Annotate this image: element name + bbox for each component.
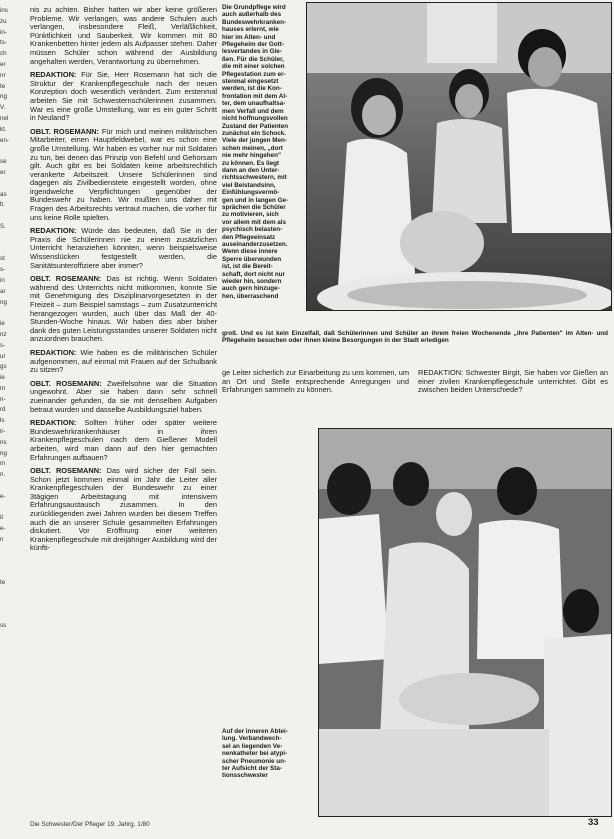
caption-line: lung. Verbandwech- bbox=[222, 735, 282, 743]
edge-fragment: st bbox=[0, 255, 5, 263]
edge-fragment bbox=[0, 179, 22, 190]
edge-fragment: ss bbox=[0, 622, 7, 630]
interview-paragraph bbox=[30, 275, 217, 344]
edge-fragment: rd bbox=[0, 406, 6, 414]
edge-fragment: te bbox=[0, 579, 6, 587]
edge-fragment: n. bbox=[0, 471, 6, 479]
edge-fragment bbox=[0, 589, 22, 600]
edge-fragment: ch bbox=[0, 50, 7, 58]
speaker-label: REDAKTION: bbox=[30, 347, 77, 357]
caption-line: hen, überraschend bbox=[222, 292, 279, 300]
caption-line: Bundeswehrkranken- bbox=[222, 18, 287, 26]
caption-line: Zustand der Patienten bbox=[222, 122, 289, 130]
edge-fragment: S. bbox=[0, 222, 6, 230]
edge-fragment bbox=[0, 546, 22, 557]
caption-line: hier im Alten- und bbox=[222, 33, 276, 41]
edge-fragment: as bbox=[0, 190, 7, 198]
ward-photo bbox=[318, 428, 612, 817]
caption-line: wieder hin, sondern bbox=[222, 278, 282, 286]
interview-column-middle: ge Leiter sicherlich zur Einarbeitung zu uns kommen, um an Ort und Stelle entsprechende Anregungen und Erfahrungen sammeln zu können. bbox=[222, 368, 409, 395]
edge-fragment: zu bbox=[0, 17, 7, 25]
edge-fragment: rn bbox=[0, 384, 6, 392]
caption-line: zu können. Es liegt bbox=[222, 159, 280, 167]
edge-fragment: ng bbox=[0, 93, 7, 101]
interview-paragraph bbox=[30, 227, 217, 270]
edge-fragment: s- bbox=[0, 266, 6, 274]
page-footer: Die Schwester/Der Pfleger 19. Jahrg. 1/80 bbox=[30, 821, 150, 828]
paragraph-text: Wie haben es die militärischen Schüler aufgenommen, auf einmal mit Frauen auf der Schulbank zu sitzen? bbox=[30, 347, 217, 375]
edge-fragment: nr bbox=[0, 71, 6, 79]
caption-line: auch gern hinzuge- bbox=[222, 285, 280, 293]
interview-paragraph bbox=[30, 349, 217, 375]
caption-line: ist, ist die Bereit- bbox=[222, 263, 273, 271]
edge-fragment: ie bbox=[0, 374, 5, 382]
caption-line: nenkatheter bei atypi- bbox=[222, 750, 288, 758]
edge-fragment: nz bbox=[0, 330, 7, 338]
interview-paragraph bbox=[30, 419, 217, 462]
caption-line: psychisch belasten- bbox=[222, 226, 283, 234]
photo-side-caption bbox=[222, 4, 304, 300]
edge-fragment bbox=[0, 211, 22, 222]
caption-line: schen meinen, „dort bbox=[222, 144, 283, 152]
caption-line: werden, ist die Kon- bbox=[222, 85, 282, 93]
caption-line: dann an den Unter- bbox=[222, 166, 280, 174]
caption-line: Auf der inneren Abtei- bbox=[222, 728, 288, 735]
paragraph-text: Würde das bedeuten, daß Sie in der Praxis die Schülerinnen nie zu einem zusätzlichen Unterricht heranziehen könnten, wenn beispielsweise Wissenslücken festgestellt werden, die Sanitätsunteroffiziere aber immer? bbox=[30, 226, 217, 270]
caption-line: Viele der jungen Men- bbox=[222, 137, 287, 145]
edge-fragment: rn bbox=[0, 460, 6, 468]
edge-fragment: in- bbox=[0, 28, 7, 36]
caption-line: nicht hoffnungsvollen bbox=[222, 115, 288, 123]
caption-line: vor allem mit dem als bbox=[222, 218, 287, 226]
edge-fragment: ls bbox=[0, 417, 5, 425]
edge-fragment: V. bbox=[0, 104, 6, 112]
caption-line: Einfühlungsvermö- bbox=[222, 189, 280, 197]
caption-line: auseinanderzusetzen. bbox=[222, 241, 288, 248]
edge-fragment: ar bbox=[0, 287, 6, 295]
paragraph-text: Zweifelsohne war die Situation ungewohnt. Aber sie haben dann sehr schnell zueinander gefunden, da sie mit denselben Aufgaben betraut wurden und dasselbe Ausbildungsziel haben. bbox=[30, 378, 217, 414]
caption-line: men Verfall und dem bbox=[222, 107, 284, 115]
caption-line: gen und in langen Ge- bbox=[222, 196, 289, 204]
edge-fragment: n bbox=[0, 536, 4, 544]
caption-line: ßen. Für die Schüler, bbox=[222, 55, 284, 63]
caption-line: nie mehr hingehen" bbox=[222, 152, 281, 160]
caption-line: Die Grundpflege wird bbox=[222, 4, 286, 11]
interview-paragraph bbox=[30, 6, 217, 66]
edge-fragment: it bbox=[0, 514, 4, 522]
interview-paragraph bbox=[30, 467, 217, 553]
edge-fragment: e- bbox=[0, 492, 6, 500]
edge-fragment: te bbox=[0, 82, 6, 90]
caption-line: auch außerhalb des bbox=[222, 11, 282, 19]
edge-fragment: in bbox=[0, 276, 5, 284]
edge-fragment: gs bbox=[0, 363, 7, 371]
caption-line: Pflegestation zum er- bbox=[222, 70, 286, 78]
edge-fragment: ul bbox=[0, 352, 5, 360]
caption-line: ter Aufsicht der Sta- bbox=[222, 765, 282, 773]
edge-fragment bbox=[0, 567, 22, 578]
edge-fragment bbox=[0, 557, 22, 568]
paragraph-text: nis zu achten. Bisher hatten wir aber keine größeren Probleme. Wir verlangen, was andere Schulen auch verlangen, insbesondere Fleiß, Verläßlichkeit, Pünktlichkeit und Sauberkeit. Wir kommen mit 80 Krankenbetten hinter jedem als Aufpasser stehen. Daher müssen Schüler schon während der Ausbildung angehalten werden, Verantwortung zu übernehmen. bbox=[30, 5, 217, 66]
paragraph-text: Das ist richtig. Wenn Soldaten während des Unterrichts nicht mitkommen, konnte Sie mit Genehmigung des Disziplinarvorgesetzten in der Freizeit – zum Beispiel samstags – zum Zusatzunterricht herangezogen wurden, auch über das Maß der 40-Stunden-Woche hinaus. Wir haben dies aber bisher dank des guten Leistungsstandes unserer Soldaten nicht anzuordnen brauchen. bbox=[30, 274, 217, 344]
speaker-label: REDAKTION: bbox=[30, 70, 77, 80]
page-number: 33 bbox=[588, 817, 599, 828]
edge-fragment bbox=[0, 503, 22, 514]
edge-fragment bbox=[0, 481, 22, 492]
edge-fragment bbox=[0, 233, 22, 244]
caption-line: scher Pneumonie un- bbox=[222, 757, 287, 765]
edge-fragment: n- bbox=[0, 395, 6, 403]
edge-fragment: ng bbox=[0, 298, 7, 306]
edge-fragment: se bbox=[0, 158, 7, 166]
edge-fragment: nel bbox=[0, 114, 9, 122]
speaker-label: OBLT. ROSEMANN: bbox=[30, 274, 102, 284]
paragraph-text: Das wird sicher der Fall sein. Schon jetzt kommen einmal im Jahr die Leiter aller Krankenpflegeschulen der Bundeswehr zu einer 3tägigen Arbeitstagung mit intensivem Erfahrungsaustausch zusammen. In den zurückliegenden zwei Jahren wurden bei diesem Treffen auch die an unserer Schule gesammelten Erfahrungen diskutiert. Vor Eröffnung einer weiteren Krankenpflegeschule mit dreijähriger Ausbildung wird der künfti- bbox=[30, 466, 217, 553]
interview-column-right: REDAKTION: Schwester Birgit, Sie haben vor Gießen an einer zivilen Krankenpflegeschule unterrichtet. Gibt es zwischen beiden Unterschiede? bbox=[418, 368, 608, 395]
nursing-home-photo bbox=[306, 2, 612, 311]
edge-fragment bbox=[0, 600, 22, 611]
paragraph-text: Für Sie, Herr Rosemann hat sich die Struktur der Krankenpflegeschule nach der neuen Konzeption doch wesentlich verändert. Zum erstenmal arbeiten Sie mit Schwesternschülerinnen zusammen. War es eine große Umstellung, war es ein guter Schritt in Neuland? bbox=[30, 70, 217, 123]
caption-line: hauses erlernt, wie bbox=[222, 26, 279, 34]
edge-fragment: er bbox=[0, 168, 6, 176]
edge-fragment bbox=[0, 146, 22, 157]
edge-fragment bbox=[0, 611, 22, 622]
caption-line: stenmal eingesetzt bbox=[222, 78, 279, 86]
interview-column-left bbox=[30, 6, 217, 818]
ward-photo-caption bbox=[222, 728, 310, 780]
caption-line: ter, dem unaufhaltsa- bbox=[222, 100, 286, 108]
top-photo-caption: groß. Und es ist kein Einzelfall, daß Schülerinnen und Schüler an ihrem freien Wochenende „ihre Patienten" im Alten- und Pflegeheim besuchen oder ihnen kleine Besorgungen in der Stadt erledigen bbox=[222, 330, 608, 345]
edge-fragment: e- bbox=[0, 525, 6, 533]
caption-line: Pflegeheim der Gott- bbox=[222, 41, 284, 49]
caption-line: sel an liegenden Ve- bbox=[222, 742, 283, 750]
edge-fragment: lt. bbox=[0, 201, 5, 209]
interview-paragraph bbox=[30, 71, 217, 123]
edge-fragment: ins bbox=[0, 7, 8, 14]
edge-fragment bbox=[0, 308, 22, 319]
paragraph-text: Sollten früher oder später weitere Bundeswehrkrankenhäuser in ihren Krankenpflegeschulen nach dem Gießener Modell arbeiten, wird man dann auf den hier gemachten Erfahrungen aufbauen? bbox=[30, 418, 217, 462]
edge-fragment: ir- bbox=[0, 428, 6, 436]
edge-fragment: ie bbox=[0, 320, 5, 328]
interview-paragraph bbox=[30, 128, 217, 223]
caption-line: schaft, dort nicht nur bbox=[222, 270, 285, 278]
caption-line: frontation mit dem Al- bbox=[222, 92, 288, 100]
paragraph-text: Für mich und meinen militärischen Mitarbeiter, einen Hauptfeldwebel, war es schon eine große Umstellung. Wir haben es vorher nur mit Soldaten zu tun, bei denen das Prinzip von Befehl und Gehorsam gilt. Auch gibt es bei Soldaten keine arbeitsrechtlich verankerte Arbeitszeit. Unsere Schülerinnen sind dagegen als Zivilbedienstete eingestellt worden, ohne irgendwelche Verpflichtungen gegenüber der Bundeswehr zu haben. Wir mußten uns daher mit Fragen des Arbeitsrechts vertraut machen, die vorher für uns keine Rolle spielten. bbox=[30, 126, 217, 222]
caption-line: Wenn diese innere bbox=[222, 248, 278, 256]
speaker-label: OBLT. ROSEMANN: bbox=[30, 378, 102, 388]
speaker-label: OBLT. ROSEMANN: bbox=[30, 466, 102, 476]
edge-fragment bbox=[0, 632, 22, 643]
caption-line: sprächen die Schüler bbox=[222, 203, 286, 211]
caption-line: Sperre überwunden bbox=[222, 255, 282, 263]
interview-paragraph bbox=[30, 380, 217, 414]
edge-fragment: ns bbox=[0, 438, 7, 446]
speaker-label: REDAKTION: bbox=[30, 418, 77, 428]
caption-line: lesvertandes in Gie- bbox=[222, 48, 282, 56]
edge-fragment: er bbox=[0, 60, 6, 68]
edge-fragment: s- bbox=[0, 341, 6, 349]
edge-fragment: ts- bbox=[0, 39, 7, 47]
caption-line: zunächst ein Schock. bbox=[222, 129, 287, 137]
edge-fragment: ng bbox=[0, 449, 7, 457]
edge-fragment: en- bbox=[0, 136, 9, 144]
speaker-label: REDAKTION: bbox=[30, 226, 77, 236]
caption-line: den Pflegeeinsatz bbox=[222, 233, 276, 241]
caption-line: zu motivieren, sich bbox=[222, 211, 279, 219]
caption-line: viel Beistandsinn, bbox=[222, 181, 276, 189]
speaker-label: OBLT. ROSEMANN: bbox=[30, 126, 100, 136]
previous-page-edge bbox=[0, 6, 22, 821]
edge-fragment bbox=[0, 244, 22, 255]
caption-line: tionsschwester bbox=[222, 772, 268, 780]
edge-fragment: kt. bbox=[0, 125, 7, 133]
caption-line: die mit einer solchen bbox=[222, 63, 285, 71]
caption-line: richtsschwestern, mit bbox=[222, 174, 287, 182]
